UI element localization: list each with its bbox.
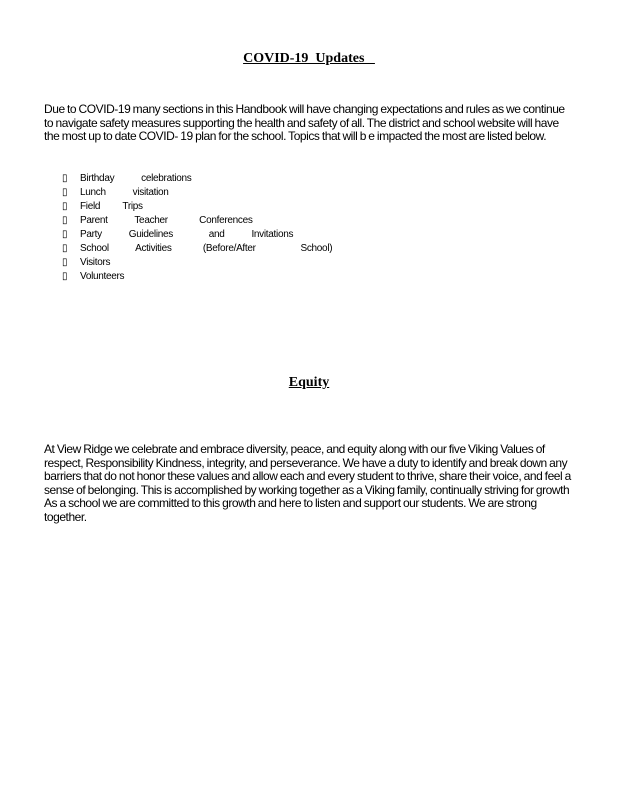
bullet-icon: ▯	[62, 187, 68, 198]
covid-updates-heading: COVID-19 Updates	[243, 51, 375, 66]
bullet-icon: ▯	[62, 257, 68, 268]
topic-label: School Activities (Before/After School)	[80, 243, 333, 254]
list-item	[62, 270, 332, 284]
topic-label: Volunteers	[80, 271, 125, 282]
topic-label: Birthday celebrations	[80, 173, 192, 184]
bullet-icon: ▯	[62, 201, 68, 212]
list-item	[62, 172, 332, 186]
equity-paragraph: At View Ridge we celebrate and embrace diversity, peace, and equity along with our five Viking Values of respect, Responsibility Kindness, integrity, and perseverance. We have a duty to identify and break down any barriers that do not honor these values and allow each and every student to thrive, share their voice, and feel a sense of belonging. This is accomplished by working together as a Viking family, continually striving for growth As a school we are committed to this growth and here to listen and support our students. We are strong together.	[44, 442, 571, 524]
bullet-icon: ▯	[62, 243, 68, 254]
bullet-icon: ▯	[62, 215, 68, 226]
topic-label: Lunch visitation	[80, 187, 169, 198]
topic-label: Party Guidelines and Invitations	[80, 229, 294, 240]
covid-paragraph: Due to COVID-19 many sections in this Handbook will have changing expectations and rules as we continue to navigate safety measures supporting the health and safety of all. The district and school website will have the most up to date COVID- 19 plan for the school. Topics that will b e impacted the most are listed below.	[44, 102, 565, 143]
list-item	[62, 228, 332, 242]
list-item	[62, 256, 332, 270]
bullet-icon: ▯	[62, 173, 68, 184]
list-item	[62, 186, 332, 200]
bullet-icon: ▯	[62, 271, 68, 282]
list-item	[62, 242, 332, 256]
list-item	[62, 214, 332, 228]
topic-label: Field Trips	[80, 201, 143, 212]
equity-heading: Equity	[288, 375, 330, 390]
topic-label: Visitors	[80, 257, 111, 268]
bullet-icon: ▯	[62, 229, 68, 240]
covid-topics-list	[62, 172, 332, 284]
list-item	[62, 200, 332, 214]
topic-label: Parent Teacher Conferences	[80, 215, 253, 226]
